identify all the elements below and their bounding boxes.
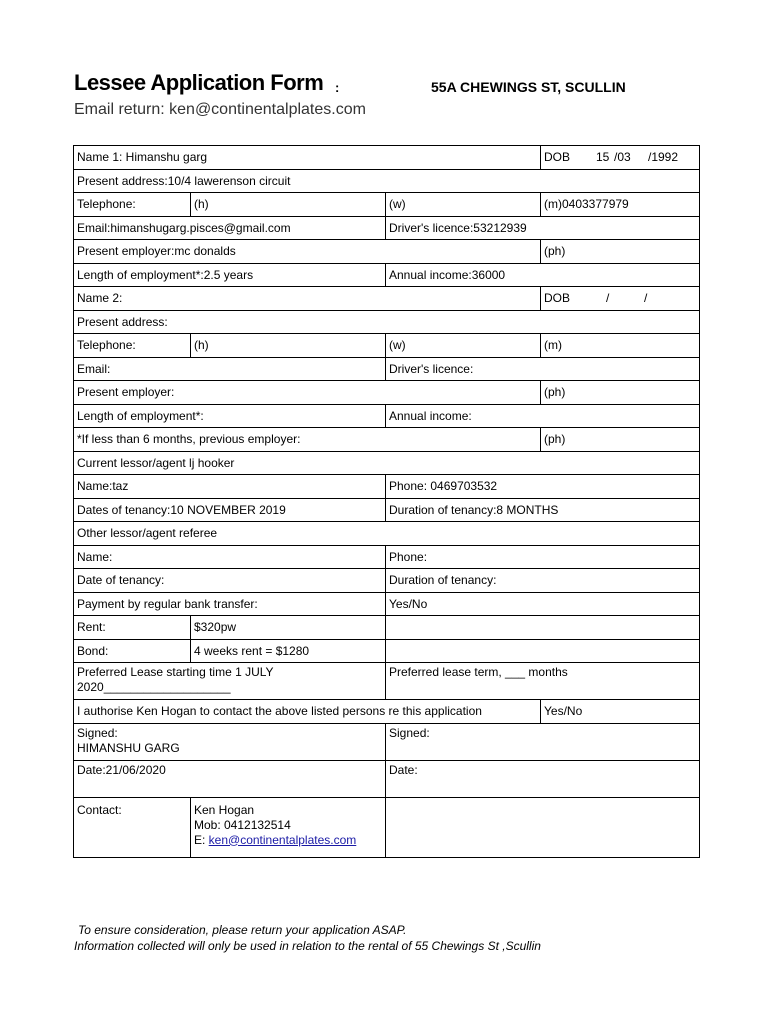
signed-name: HIMANSHU GARG xyxy=(77,740,180,755)
bond-empty xyxy=(386,639,700,663)
rent-empty xyxy=(386,616,700,640)
other-tenancy-date[interactable]: Date of tenancy: xyxy=(74,569,386,593)
tel1-mobile[interactable]: (m)0403377979 xyxy=(541,193,700,217)
bond-value[interactable]: 4 weeks rent = $1280 xyxy=(191,639,386,663)
authorise-answer[interactable]: Yes/No xyxy=(541,700,700,724)
email-prefix: E: xyxy=(194,832,209,847)
dob-separator: / xyxy=(606,291,610,305)
table-row xyxy=(74,287,700,311)
licence1-field[interactable]: Driver's licence:53212939 xyxy=(386,216,700,240)
other-tenancy-duration[interactable]: Duration of tenancy: xyxy=(386,569,700,593)
annual-income1[interactable]: Annual income:36000 xyxy=(386,263,700,287)
table-row xyxy=(74,169,700,193)
address1-field[interactable]: Present address:10/4 lawerenson circuit xyxy=(74,169,700,193)
table-row xyxy=(74,240,700,264)
employment-length2[interactable]: Length of employment*: xyxy=(74,404,386,428)
table-row xyxy=(74,545,700,569)
contact-label: Contact: xyxy=(74,797,191,857)
bond-label: Bond: xyxy=(74,639,191,663)
tel1-home[interactable]: (h) xyxy=(191,193,386,217)
signed-label: Signed: xyxy=(77,725,118,740)
telephone2-label: Telephone: xyxy=(74,334,191,358)
table-row xyxy=(74,663,700,700)
current-lessor-field[interactable]: Current lessor/agent lj hooker xyxy=(74,451,700,475)
table-row xyxy=(74,639,700,663)
table-row xyxy=(74,404,700,428)
employment-length1[interactable]: Length of employment*:2.5 years xyxy=(74,263,386,287)
contact-empty xyxy=(386,797,700,857)
tenancy-duration[interactable]: Duration of tenancy:8 MONTHS xyxy=(386,498,700,522)
table-row xyxy=(74,592,700,616)
date1-field[interactable]: Date:21/06/2020 xyxy=(74,760,386,797)
payment-answer[interactable]: Yes/No xyxy=(386,592,700,616)
date2-field[interactable]: Date: xyxy=(386,760,700,797)
dob-year: /1992 xyxy=(648,150,679,164)
other-lessor-label: Other lessor/agent referee xyxy=(74,522,700,546)
table-row xyxy=(74,700,700,724)
table-row xyxy=(74,334,700,358)
employer1-field[interactable]: Present employer:mc donalds xyxy=(74,240,541,264)
lease-start-line2: 2020___________________ xyxy=(77,680,231,694)
table-row xyxy=(74,522,700,546)
employer2-field[interactable]: Present employer: xyxy=(74,381,541,405)
tel1-work[interactable]: (w) xyxy=(386,193,541,217)
footer-note-2: Information collected will only be used in relation to the rental of 55 Chewings St ,Scullin xyxy=(74,939,541,953)
other-lessor-name[interactable]: Name: xyxy=(74,545,386,569)
authorise-text: I authorise Ken Hogan to contact the above listed persons re this application xyxy=(74,700,541,724)
table-row xyxy=(74,723,700,760)
form-title: Lessee Application Form xyxy=(74,70,324,95)
table-row xyxy=(74,616,700,640)
rent-label: Rent: xyxy=(74,616,191,640)
dob-day: 15 xyxy=(596,150,610,164)
lease-start-line1: Preferred Lease starting time 1 JULY xyxy=(77,665,274,679)
dob1-field[interactable] xyxy=(541,146,700,170)
property-address: 55A CHEWINGS ST, SCULLIN xyxy=(431,79,626,95)
application-table xyxy=(73,145,700,858)
table-row xyxy=(74,428,700,452)
signature1-field[interactable] xyxy=(74,723,386,760)
other-lessor-phone[interactable]: Phone: xyxy=(386,545,700,569)
previous-employer-phone[interactable]: (ph) xyxy=(541,428,700,452)
signature2-field[interactable]: Signed: xyxy=(386,723,700,760)
licence2-field[interactable]: Driver's licence: xyxy=(386,357,700,381)
employer1-phone[interactable]: (ph) xyxy=(541,240,700,264)
rent-value[interactable]: $320pw xyxy=(191,616,386,640)
table-row xyxy=(74,498,700,522)
table-row xyxy=(74,216,700,240)
payment-label: Payment by regular bank transfer: xyxy=(74,592,386,616)
tel2-work[interactable]: (w) xyxy=(386,334,541,358)
dob-separator: / xyxy=(644,291,648,305)
contact-name: Ken Hogan xyxy=(194,802,255,817)
previous-employer-field[interactable]: *If less than 6 months, previous employer: xyxy=(74,428,541,452)
dob-label: DOB xyxy=(544,150,571,164)
current-lessor-phone[interactable]: Phone: 0469703532 xyxy=(386,475,700,499)
table-row xyxy=(74,357,700,381)
title-colon: : xyxy=(335,80,340,95)
table-row xyxy=(74,146,700,170)
email1-field[interactable]: Email:himanshugarg.pisces@gmail.com xyxy=(74,216,386,240)
tenancy-dates[interactable]: Dates of tenancy:10 NOVEMBER 2019 xyxy=(74,498,386,522)
contact-details xyxy=(191,797,386,857)
table-row xyxy=(74,310,700,334)
email2-field[interactable]: Email: xyxy=(74,357,386,381)
contact-mobile: Mob: 0412132514 xyxy=(194,817,291,832)
name1-field[interactable]: Name 1: Himanshu garg xyxy=(74,146,541,170)
dob-month: /03 xyxy=(614,150,631,164)
address2-field[interactable]: Present address: xyxy=(74,310,700,334)
dob2-field[interactable] xyxy=(541,287,700,311)
table-row xyxy=(74,760,700,797)
dob-label: DOB xyxy=(544,291,571,305)
annual-income2[interactable]: Annual income: xyxy=(386,404,700,428)
tel2-home[interactable]: (h) xyxy=(191,334,386,358)
table-row xyxy=(74,797,700,857)
employer2-phone[interactable]: (ph) xyxy=(541,381,700,405)
table-row xyxy=(74,451,700,475)
current-lessor-name[interactable]: Name:taz xyxy=(74,475,386,499)
tel2-mobile[interactable]: (m) xyxy=(541,334,700,358)
table-row xyxy=(74,381,700,405)
footer-note-1: To ensure consideration, please return your application ASAP. xyxy=(78,923,407,937)
contact-email-line xyxy=(194,833,382,848)
lease-term-field[interactable]: Preferred lease term, ___ months xyxy=(386,663,700,700)
contact-email-link[interactable]: ken@continentalplates.com xyxy=(208,832,357,847)
email-return: Email return: ken@continentalplates.com xyxy=(74,101,366,118)
table-row xyxy=(74,475,700,499)
table-row xyxy=(74,263,700,287)
telephone1-label: Telephone: xyxy=(74,193,191,217)
table-row xyxy=(74,193,700,217)
lease-start-field[interactable] xyxy=(74,663,386,700)
name2-field[interactable]: Name 2: xyxy=(74,287,541,311)
table-row xyxy=(74,569,700,593)
